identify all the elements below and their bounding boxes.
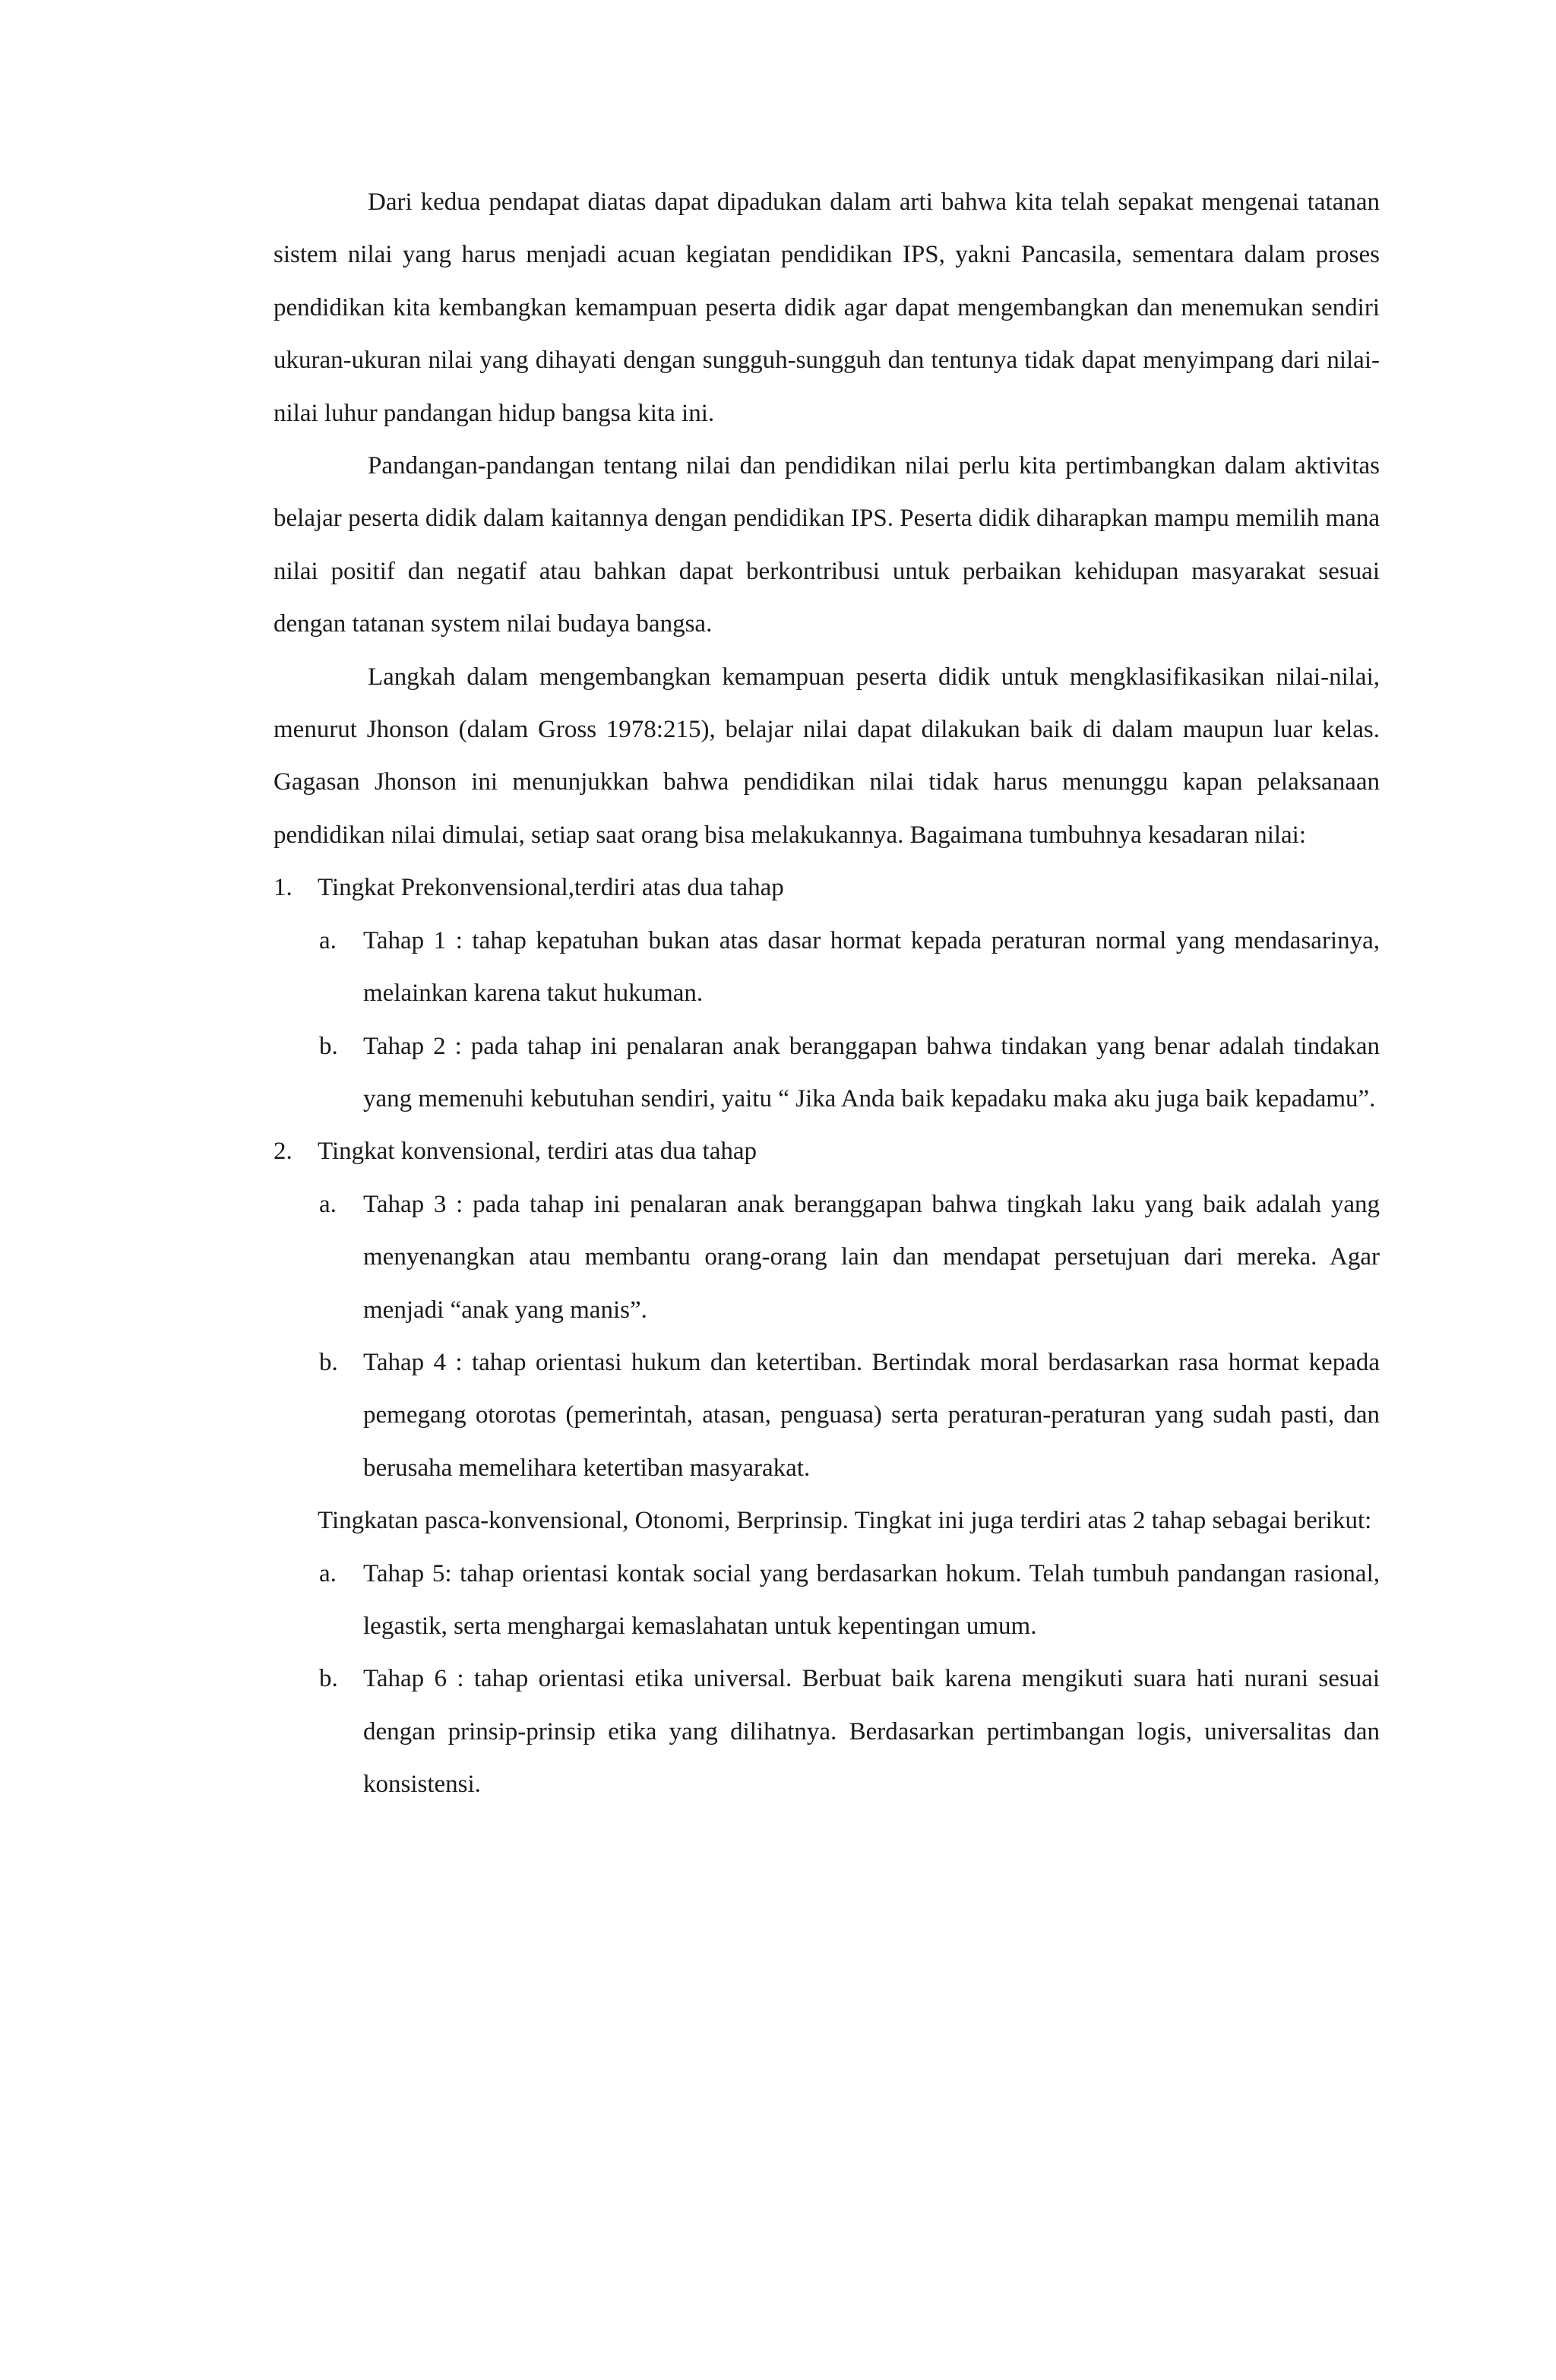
paragraph-1: Dari kedua pendapat diatas dapat dipadukan dalam arti bahwa kita telah sepakat mengenai tatanan sistem nilai yang harus menjadi acuan kegiatan pendidikan IPS, yakni Pancasila, sementara dalam proses pendidikan kita kembangkan kemampuan peserta didik agar dapat mengembangkan dan menemukan sendiri ukuran-ukuran nilai yang dihayati dengan sungguh-sungguh dan tentunya tidak dapat menyimpang dari nilai-nilai luhur pandangan hidup bangsa kita ini. <box>274 188 1380 427</box>
list-item-text: Tahap 3 : pada tahap ini penalaran anak beranggapan bahwa tingkah laku yang baik adalah yang menyenangkan atau membantu orang-orang lain dan mendapat persetujuan dari mereka. Agar menjadi “anak yang manis”. <box>363 1190 1380 1324</box>
list-item-text: Tahap 6 : tahap orientasi etika universal. Berbuat baik karena mengikuti suara hati nurani sesuai dengan prinsip-prinsip etika yang dilihatnya. Berdasarkan pertimbangan logis, universalitas dan konsistensi. <box>363 1665 1380 1799</box>
list-item-stage-1 <box>274 915 1380 1021</box>
list-item-stage-3 <box>274 1179 1380 1337</box>
list-item-stage-4 <box>274 1337 1380 1495</box>
list-marker: a. <box>319 926 337 954</box>
list-marker: a. <box>319 1559 337 1587</box>
list-item-level-2 <box>274 1125 1380 1178</box>
list-item-title: Tingkat Prekonvensional,terdiri atas dua tahap <box>318 874 784 902</box>
list-item-text: Tahap 2 : pada tahap ini penalaran anak beranggapan bahwa tindakan yang benar adalah tindakan yang memenuhi kebutuhan sendiri, yaitu “ Jika Anda baik kepadaku maka aku juga baik kepadamu”. <box>363 1032 1380 1112</box>
list-item-stage-2 <box>274 1021 1380 1126</box>
list-marker: b. <box>319 1348 338 1376</box>
list-item-level-1 <box>274 862 1380 914</box>
list-item-text: Tahap 1 : tahap kepatuhan bukan atas dasar hormat kepada peraturan normal yang mendasarinya, melainkan karena takut hukuman. <box>363 926 1380 1008</box>
list-marker: 1. <box>274 874 293 902</box>
document-body <box>274 176 1380 1812</box>
level-3-intro: Tingkatan pasca-konvensional, Otonomi, Berprinsip. Tingkat ini juga terdiri atas 2 tahap sebagai berikut: <box>318 1507 1372 1535</box>
list-marker: a. <box>319 1190 337 1218</box>
paragraph-2: Pandangan-pandangan tentang nilai dan pendidikan nilai perlu kita pertimbangkan dalam aktivitas belajar peserta didik dalam kaitannya dengan pendidikan IPS. Peserta didik diharapkan mampu memilih mana nilai positif dan negatif atau bahkan dapat berkontribusi untuk perbaikan kehidupan masyarakat sesuai dengan tatanan system nilai budaya bangsa. <box>274 452 1380 638</box>
list-item-stage-5 <box>274 1548 1380 1654</box>
list-marker: b. <box>319 1665 338 1693</box>
list-item-title: Tingkat konvensional, terdiri atas dua tahap <box>318 1138 757 1166</box>
list-item-text: Tahap 5: tahap orientasi kontak social yang berdasarkan hokum. Telah tumbuh pandangan rasional, legastik, serta menghargai kemaslahatan untuk kepentingan umum. <box>363 1559 1380 1640</box>
list-marker: 2. <box>274 1138 293 1166</box>
list-item-stage-6 <box>274 1653 1380 1811</box>
list-item-text: Tahap 4 : tahap orientasi hukum dan ketertiban. Bertindak moral berdasarkan rasa hormat kepada pemegang otorotas (pemerintah, atasan, penguasa) serta peraturan-peraturan yang sudah pasti, dan berusaha memelihara ketertiban masyarakat. <box>363 1348 1380 1482</box>
paragraph-3: Langkah dalam mengembangkan kemampuan peserta didik untuk mengklasifikasikan nilai-nilai, menurut Jhonson (dalam Gross 1978:215), belajar nilai dapat dilakukan baik di dalam maupun luar kelas. Gagasan Jhonson ini menunjukkan bahwa pendidikan nilai tidak harus menunggu kapan pelaksanaan pendidikan nilai dimulai, setiap saat orang bisa melakukannya. Bagaimana tumbuhnya kesadaran nilai: <box>274 663 1380 849</box>
list-marker: b. <box>319 1032 338 1060</box>
